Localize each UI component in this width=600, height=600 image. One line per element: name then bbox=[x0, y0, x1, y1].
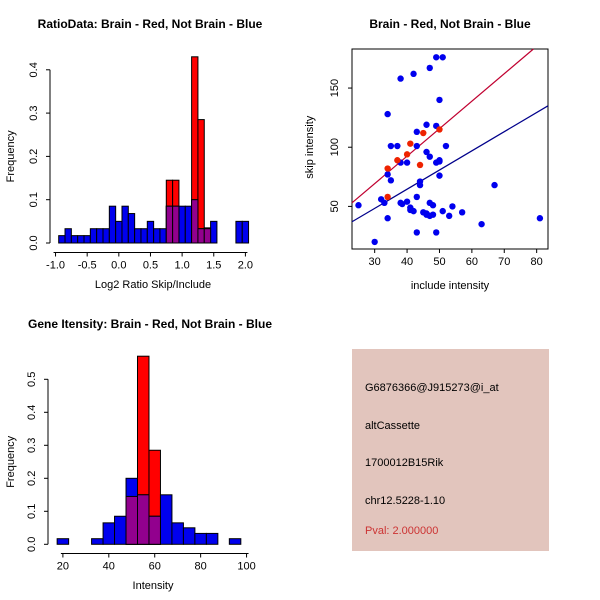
histogram-bars bbox=[59, 57, 249, 243]
fit-lines bbox=[352, 49, 548, 222]
svg-text:0.0: 0.0 bbox=[26, 536, 38, 552]
svg-text:0.4: 0.4 bbox=[28, 62, 40, 78]
svg-text:Log2 Ratio Skip/Include: Log2 Ratio Skip/Include bbox=[94, 279, 212, 291]
splice-event-type-text: altCassette bbox=[365, 420, 421, 432]
svg-text:40: 40 bbox=[102, 560, 115, 573]
svg-text:150: 150 bbox=[329, 78, 341, 98]
svg-text:-1.0: -1.0 bbox=[46, 259, 66, 272]
axes bbox=[5, 62, 253, 291]
data-points bbox=[355, 54, 543, 245]
probe-id-text: G6876366@J915273@i_at bbox=[365, 382, 499, 394]
svg-text:1.0: 1.0 bbox=[174, 259, 190, 272]
svg-text:30: 30 bbox=[368, 256, 381, 268]
svg-text:1.5: 1.5 bbox=[206, 259, 222, 272]
brain-fit-line bbox=[352, 49, 533, 203]
svg-text:70: 70 bbox=[498, 256, 511, 268]
histogram-bars bbox=[57, 356, 241, 544]
ratio-histogram-panel bbox=[0, 0, 300, 300]
svg-text:0.3: 0.3 bbox=[28, 105, 40, 121]
svg-text:0.2: 0.2 bbox=[28, 148, 40, 165]
svg-text:0.5: 0.5 bbox=[142, 259, 159, 272]
svg-text:Frequency: Frequency bbox=[5, 435, 17, 488]
svg-text:60: 60 bbox=[148, 560, 161, 573]
svg-text:20: 20 bbox=[56, 560, 70, 573]
chromosome-locus-text: chr12.5228-1.10 bbox=[365, 495, 446, 507]
svg-text:100: 100 bbox=[329, 138, 341, 157]
ratio-histogram-plot bbox=[0, 0, 300, 300]
svg-text:100: 100 bbox=[237, 560, 256, 573]
intensity-scatter-plot bbox=[300, 0, 600, 300]
svg-text:80: 80 bbox=[194, 560, 207, 573]
svg-text:50: 50 bbox=[433, 256, 446, 268]
svg-text:skip intensity: skip intensity bbox=[304, 115, 316, 179]
svg-text:0.2: 0.2 bbox=[26, 470, 38, 486]
svg-text:0.0: 0.0 bbox=[28, 235, 40, 251]
svg-text:-0.5: -0.5 bbox=[77, 259, 97, 272]
gene-info-box bbox=[352, 349, 549, 551]
svg-text:0.5: 0.5 bbox=[26, 371, 38, 387]
intensity-scatter-title: Brain - Red, Not Brain - Blue bbox=[369, 17, 531, 31]
svg-text:80: 80 bbox=[530, 256, 543, 268]
axes bbox=[304, 49, 548, 292]
svg-text:0.1: 0.1 bbox=[26, 503, 38, 519]
svg-text:0.4: 0.4 bbox=[26, 404, 38, 420]
svg-text:2.0: 2.0 bbox=[237, 259, 254, 272]
ratio-histogram-title: RatioData: Brain - Red, Not Brain - Blue bbox=[37, 17, 263, 31]
svg-text:0.0: 0.0 bbox=[111, 259, 127, 272]
svg-text:50: 50 bbox=[329, 200, 341, 213]
gene-symbol-text: 1700012B15Rik bbox=[365, 457, 444, 469]
gene-intensity-histogram-panel bbox=[0, 300, 300, 600]
svg-text:40: 40 bbox=[400, 256, 414, 268]
svg-text:0.3: 0.3 bbox=[26, 437, 38, 453]
svg-text:0.1: 0.1 bbox=[28, 192, 40, 208]
svg-text:include intensity: include intensity bbox=[410, 280, 490, 292]
svg-text:Intensity: Intensity bbox=[132, 580, 174, 592]
intensity-scatter-panel bbox=[300, 0, 600, 300]
gene-intensity-histogram-plot bbox=[0, 300, 300, 600]
svg-text:60: 60 bbox=[465, 256, 478, 268]
pval-text: Pval: 2.000000 bbox=[365, 525, 439, 537]
gene-intensity-histogram-title: Gene Itensity: Brain - Red, Not Brain - Blue bbox=[27, 317, 273, 331]
gene-info-panel bbox=[300, 300, 600, 600]
svg-text:Frequency: Frequency bbox=[5, 130, 17, 183]
